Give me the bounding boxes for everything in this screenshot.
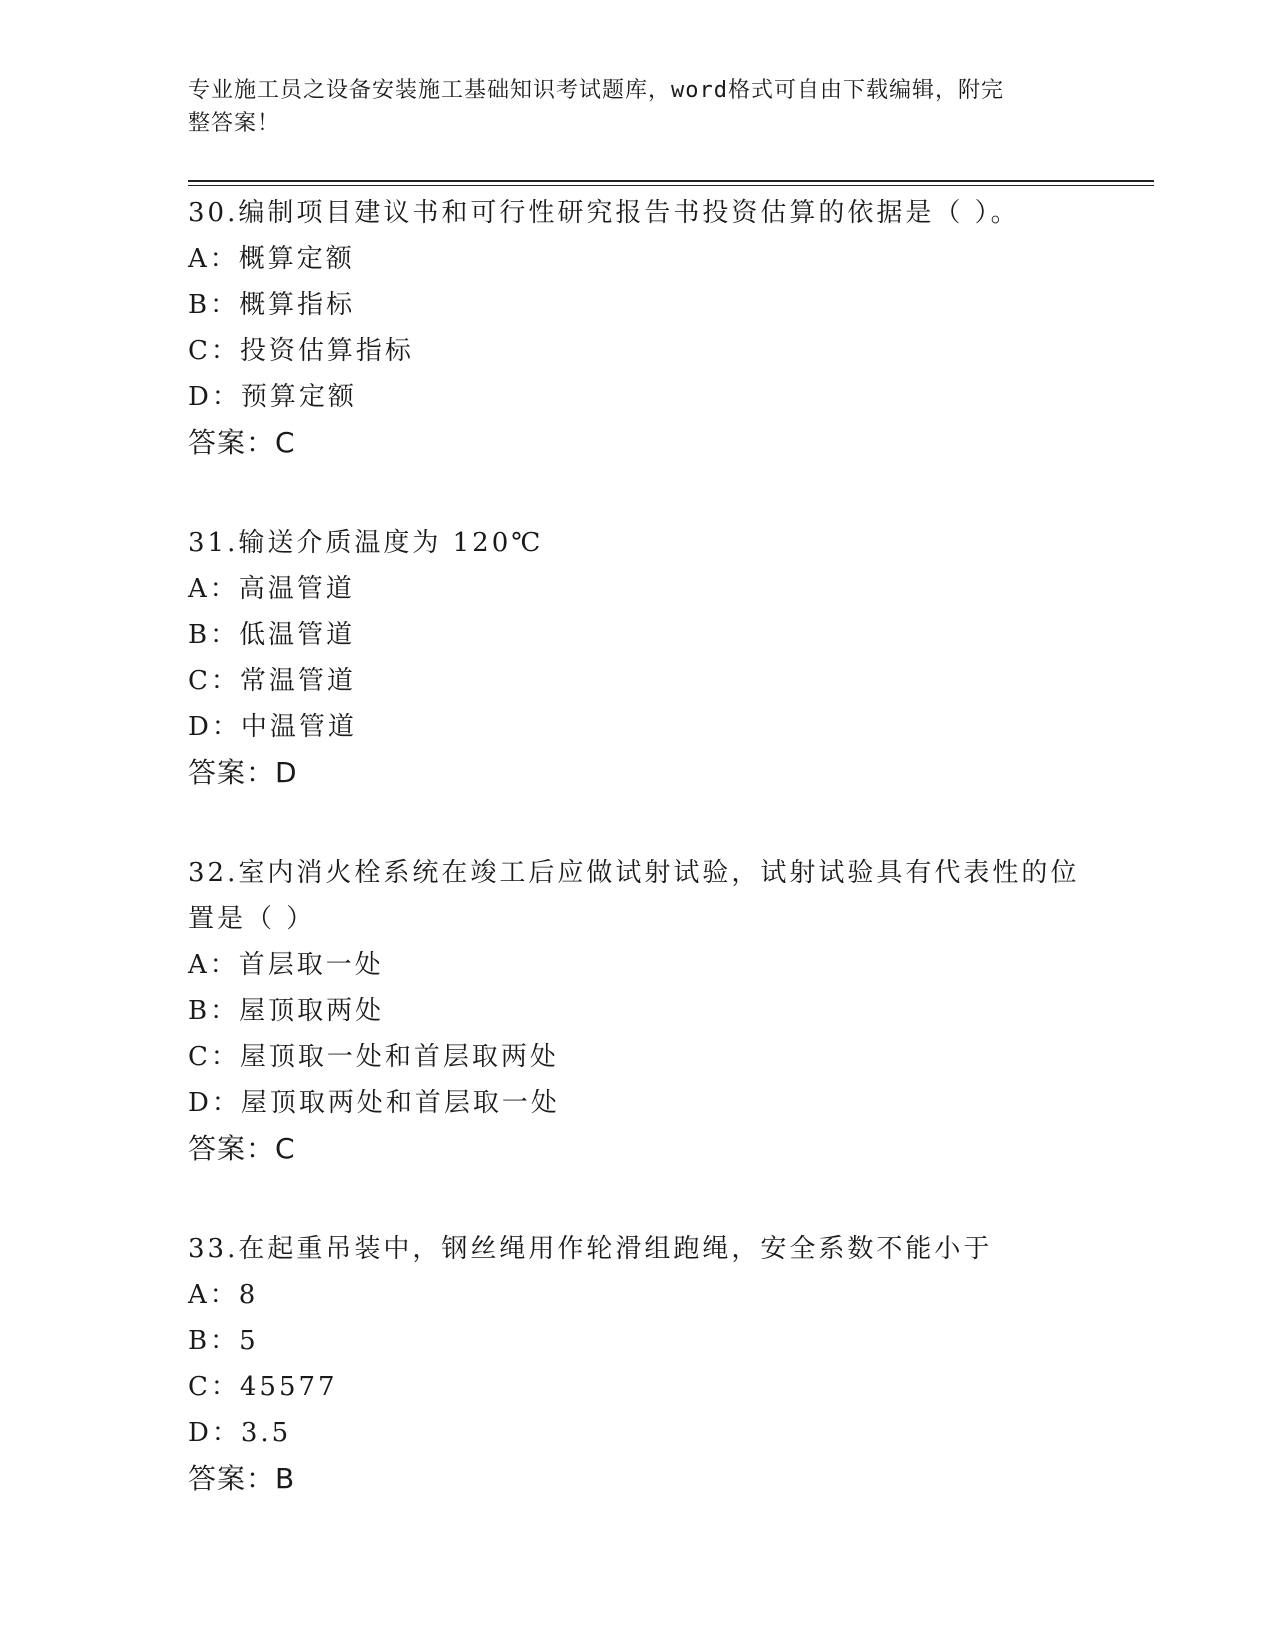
question-list bbox=[188, 190, 1088, 1556]
option-a: A：8 bbox=[188, 1280, 259, 1310]
option-a: A：首层取一处 bbox=[188, 950, 384, 980]
question-stem-line-1: 32.室内消火栓系统在竣工后应做试射试验，试射试验具有代表性的位 bbox=[188, 858, 1080, 888]
option-d: D：屋顶取两处和首层取一处 bbox=[188, 1088, 560, 1118]
question-30 bbox=[188, 190, 1088, 466]
option-c: C：常温管道 bbox=[188, 666, 356, 696]
question-stem: 33.在起重吊装中，钢丝绳用作轮滑组跑绳，安全系数不能小于 bbox=[188, 1234, 993, 1264]
option-b: B：低温管道 bbox=[188, 620, 356, 650]
question-stem-line-2: 置是（ ） bbox=[188, 904, 316, 934]
question-stem: 31.输送介质温度为 120℃ bbox=[188, 528, 544, 558]
option-b: B：概算指标 bbox=[188, 290, 356, 320]
option-a: A：概算定额 bbox=[188, 244, 355, 274]
header-divider-thick bbox=[188, 180, 1154, 182]
header-divider-thin bbox=[188, 185, 1154, 186]
option-d: D：中温管道 bbox=[188, 712, 357, 742]
option-c: C：45577 bbox=[188, 1372, 338, 1402]
option-a: A：高温管道 bbox=[188, 574, 355, 604]
option-d: D：预算定额 bbox=[188, 382, 357, 412]
question-32 bbox=[188, 850, 1088, 1172]
answer: 答案：C bbox=[188, 426, 296, 459]
option-d: D：3.5 bbox=[188, 1418, 292, 1448]
answer: 答案：B bbox=[188, 1462, 296, 1495]
option-c: C：屋顶取一处和首层取两处 bbox=[188, 1042, 559, 1072]
answer: 答案：D bbox=[188, 756, 298, 789]
document-header bbox=[188, 74, 1068, 140]
option-c: C：投资估算指标 bbox=[188, 336, 414, 366]
question-stem: 30.编制项目建议书和可行性研究报告书投资估算的依据是（ ）。 bbox=[188, 198, 1020, 228]
question-31 bbox=[188, 520, 1088, 796]
question-33 bbox=[188, 1226, 1088, 1502]
option-b: B：屋顶取两处 bbox=[188, 996, 385, 1026]
option-b: B：5 bbox=[188, 1326, 259, 1356]
answer: 答案：C bbox=[188, 1132, 296, 1165]
header-line-2: 整答案！ bbox=[188, 111, 281, 136]
header-line-1: 专业施工员之设备安装施工基础知识考试题库，word格式可自由下载编辑，附完 bbox=[188, 78, 1004, 103]
